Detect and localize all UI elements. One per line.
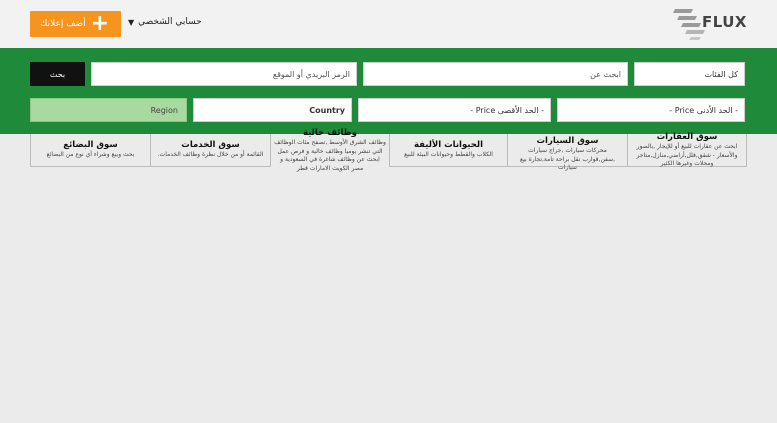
category-title: سوق العقارات — [656, 132, 718, 142]
header — [0, 0, 777, 48]
country-label: Country — [309, 105, 345, 115]
add-listing-label: أضف إعلانك — [40, 19, 86, 29]
logo[interactable] — [671, 6, 747, 42]
category-title: الحيوانات الأليفة — [413, 140, 483, 150]
account-menu[interactable] — [128, 17, 202, 27]
category-desc: بحث وبيع وشراء أي نوع من البضائع — [46, 151, 135, 158]
category-select[interactable] — [634, 62, 745, 86]
country-select[interactable] — [193, 98, 352, 122]
category-desc: ابحث عن عقارات للبيع أو للإيجار ,بالصور والأسعار - شقق,فلل,أراضي,منازل,متاجر ومحلات وغيرها الكثير — [636, 143, 738, 167]
max-price-select[interactable] — [358, 98, 551, 122]
location-placeholder: الرمز البريدي أو الموقع — [272, 69, 350, 79]
caret-down-icon: ▼ — [128, 17, 135, 27]
add-listing-button[interactable] — [30, 11, 121, 37]
location-input[interactable] — [91, 62, 357, 86]
category-services[interactable] — [150, 134, 270, 167]
category-jobs[interactable] — [270, 128, 389, 172]
category-desc: وظائف الشرق الأوسط ,تصفح مئات الوظائف التي تنشر يوميا وظائف خالية و فرص عمل ابحث عن وظائف شاغرة في السعودية و مصر الكويت الامارات قطر — [274, 139, 386, 172]
category-select-label: كل الفئات — [704, 69, 738, 79]
category-desc: محركات سيارات ,جراج سيارات ,سفن,قوارب نقل براحة تامة,تجارة بيع سيارات — [520, 147, 615, 171]
keyword-input[interactable] — [363, 62, 628, 86]
logo-text: FLUX — [701, 13, 747, 31]
category-title: سوق السيارات — [536, 136, 599, 146]
search-button[interactable]: بحث — [30, 62, 85, 86]
category-desc: الكلاب والقطط وحيوانات البيئة للبيع — [404, 151, 493, 158]
category-desc: القائمة أو من خلال نظرة وظائف الخدمات. — [157, 151, 264, 158]
category-cars[interactable] — [507, 134, 627, 171]
category-list — [30, 128, 747, 172]
account-label: حسابي الشخصي — [138, 17, 202, 27]
category-real-estate[interactable] — [627, 134, 747, 167]
category-title: وظائف خالية — [303, 128, 357, 138]
category-title: سوق الخدمات — [181, 140, 240, 150]
plus-icon: + — [90, 11, 109, 36]
category-title: سوق البضائع — [63, 140, 118, 150]
search-bar — [0, 48, 777, 134]
category-goods[interactable] — [30, 134, 150, 167]
min-price-label: - الحد الأدنى Price - — [669, 105, 738, 115]
region-select[interactable]: Region — [30, 98, 187, 122]
category-pets[interactable] — [389, 134, 507, 167]
max-price-label: - الحد الأقصى Price - — [470, 105, 544, 115]
keyword-placeholder: ابحث عن — [590, 69, 621, 79]
min-price-select[interactable] — [557, 98, 745, 122]
